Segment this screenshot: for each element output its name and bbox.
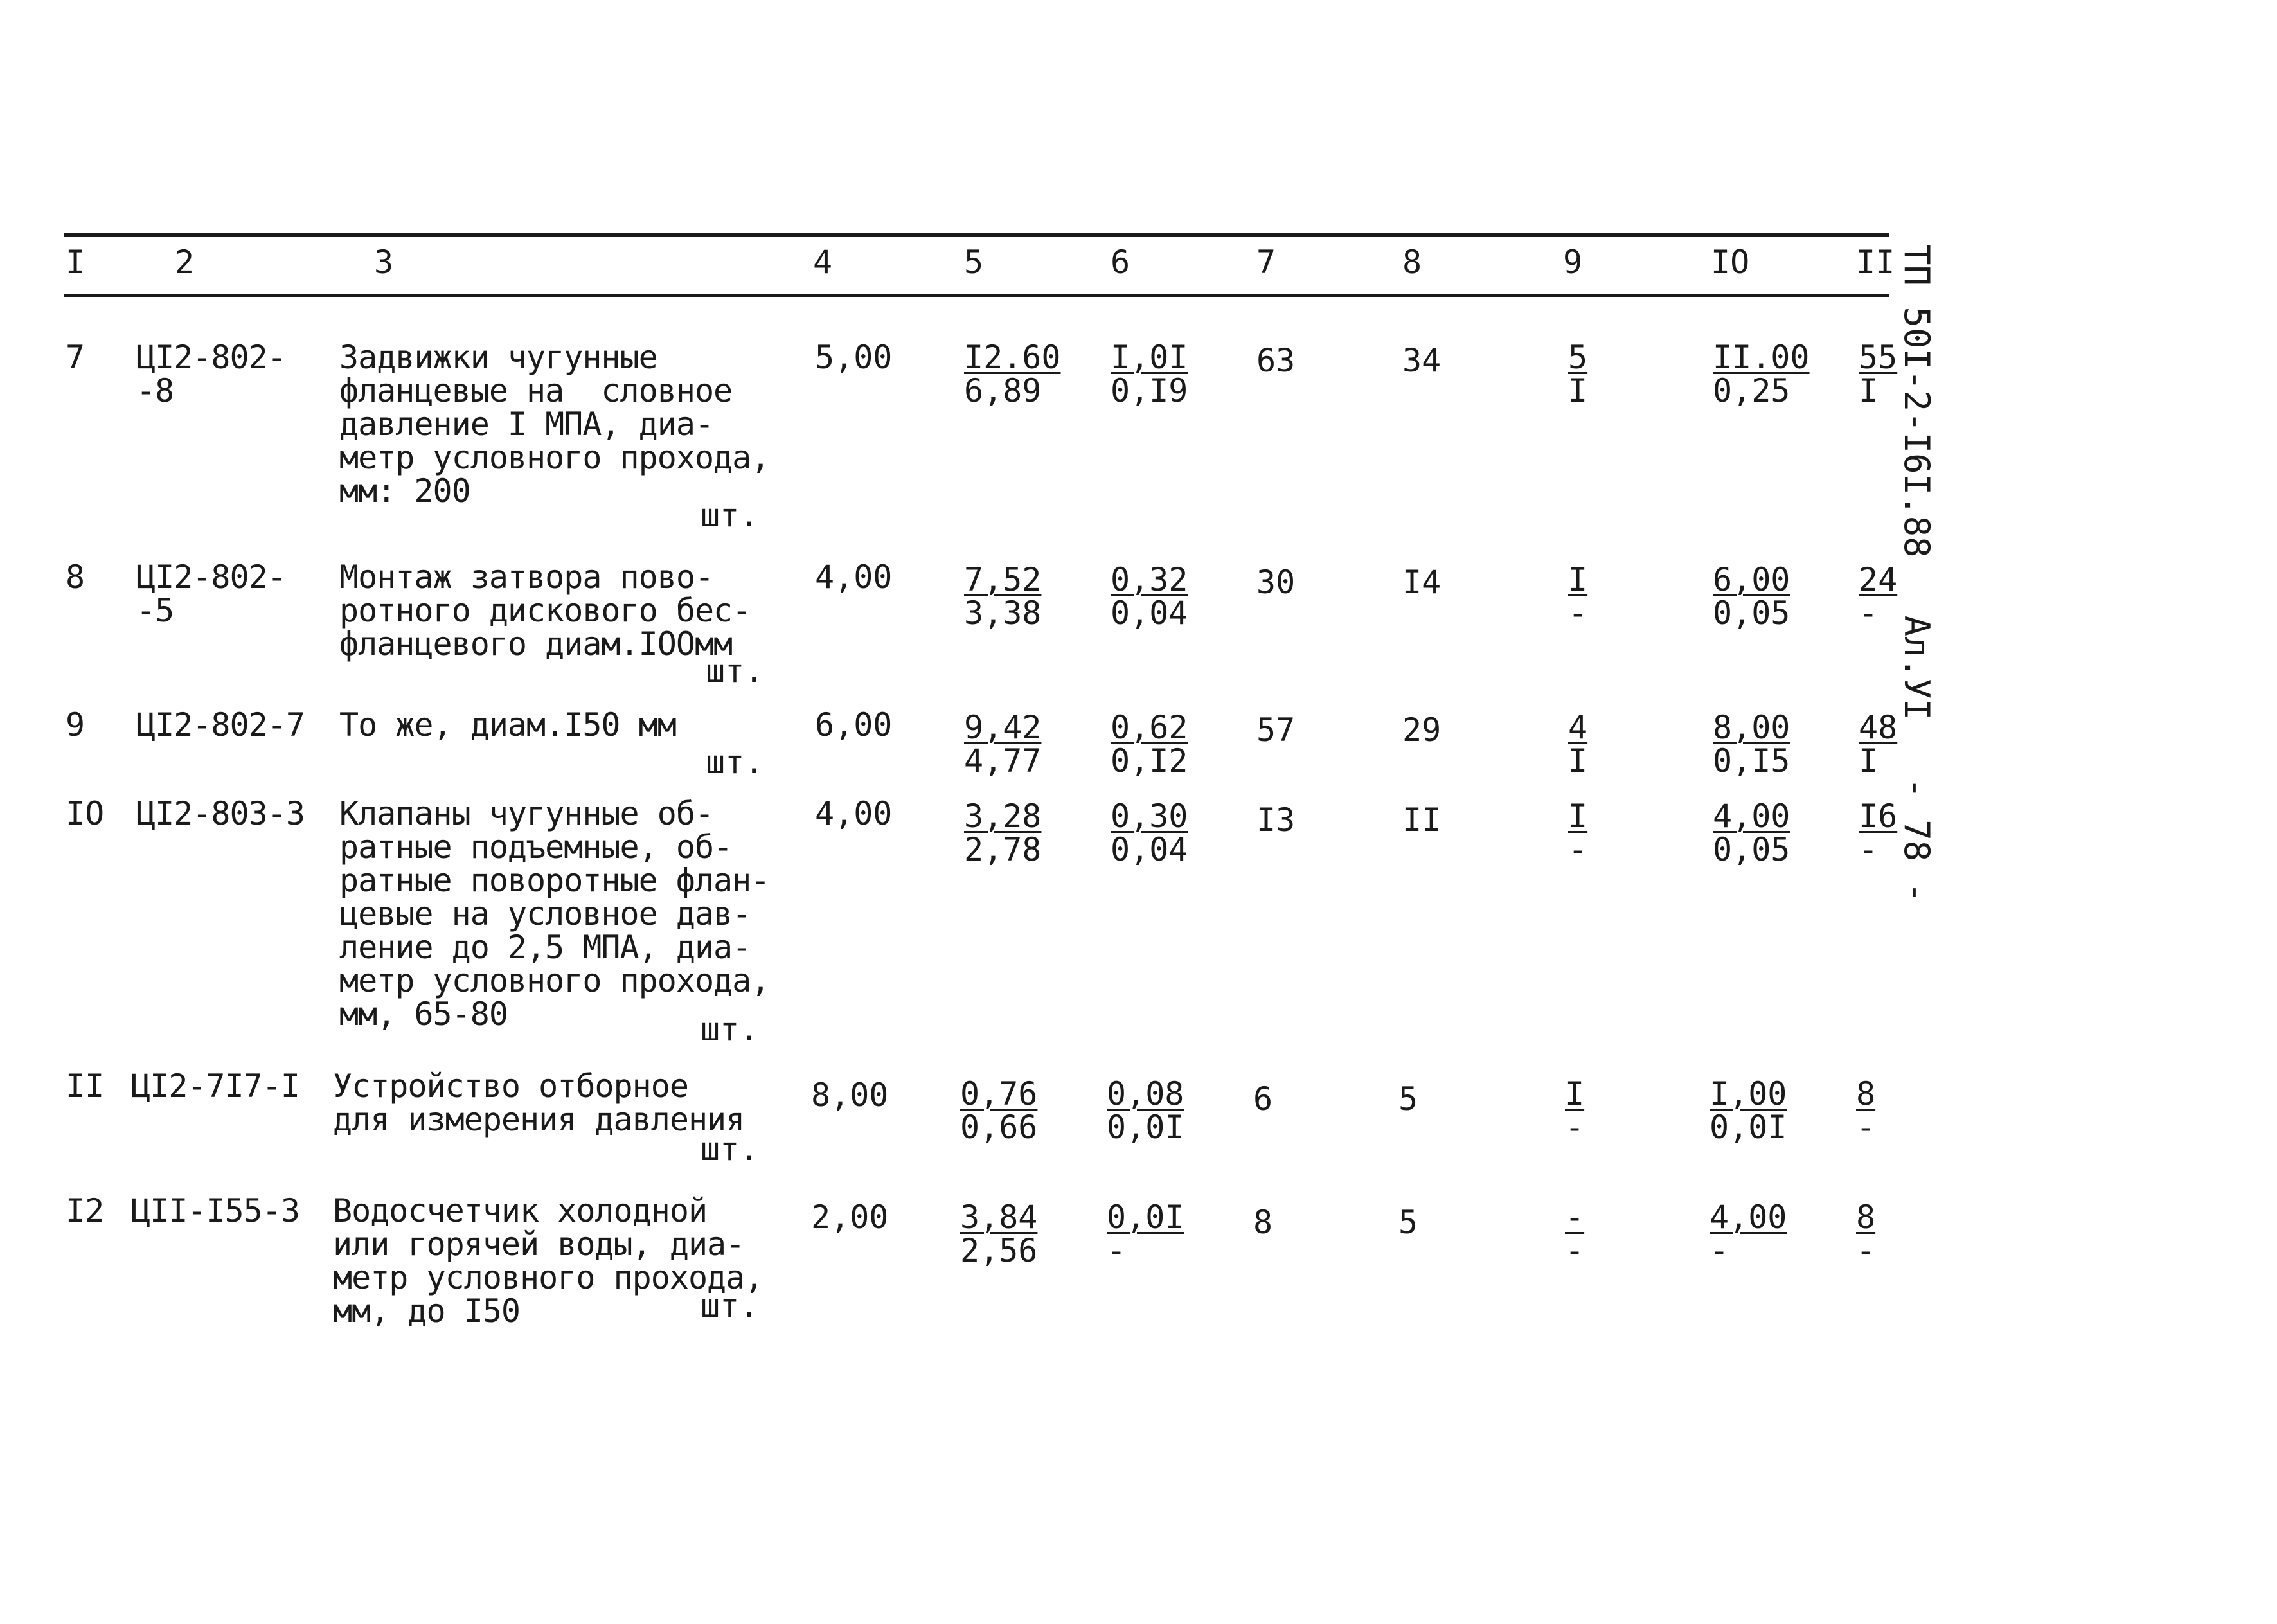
- row-number: I2: [66, 1192, 105, 1229]
- fraction-col9: [1568, 711, 1587, 778]
- value-col8: 29: [1402, 711, 1442, 749]
- fraction-col5: [960, 1077, 1037, 1144]
- fraction-bottom: -: [1107, 1232, 1127, 1269]
- fraction-bottom: 3,38: [964, 594, 1042, 632]
- row-number: 9: [66, 706, 85, 744]
- fraction-col5: [964, 341, 1061, 407]
- value-col7: 6: [1253, 1080, 1273, 1118]
- item-description: То же, диам.I50 мм: [339, 706, 676, 744]
- fraction-top: 0,32: [1111, 561, 1188, 598]
- fraction-col10: [1713, 563, 1790, 630]
- fraction-top: 48: [1859, 709, 1898, 746]
- fraction-col10: [1713, 711, 1790, 778]
- fraction-col9: [1565, 1077, 1584, 1144]
- fraction-bottom: -: [1710, 1232, 1729, 1269]
- col-header-4: 4: [813, 244, 833, 281]
- fraction-col5: [964, 799, 1041, 866]
- fraction-bottom: -: [1568, 831, 1588, 868]
- item-code: ЦI2-803-3: [136, 795, 305, 832]
- unit-label: шт.: [701, 497, 759, 534]
- fraction-col6: [1107, 1077, 1184, 1144]
- fraction-col10: [1710, 1077, 1787, 1144]
- item-code: ЦI2-7I7-I: [131, 1067, 299, 1105]
- fraction-bottom: 2,56: [960, 1232, 1038, 1269]
- fraction-top: I6: [1859, 798, 1898, 835]
- col-header-9: 9: [1563, 244, 1583, 281]
- col-header-2: 2: [175, 244, 195, 281]
- col-header-7: 7: [1256, 244, 1276, 281]
- item-code: ЦII-I55-3: [131, 1192, 299, 1229]
- item-description: Задвижки чугунные фланцевые на словное давление I МПА, диа- метр условного прохода, мм: 200: [339, 339, 770, 510]
- fraction-bottom: 0,0I: [1710, 1109, 1787, 1146]
- col-header-3: 3: [374, 244, 394, 281]
- col-header-1: I: [66, 244, 85, 281]
- fraction-bottom: 0,I2: [1111, 742, 1188, 780]
- fraction-top: 0,30: [1111, 798, 1188, 835]
- value-col7: 57: [1256, 711, 1296, 749]
- value-col8: I4: [1402, 564, 1442, 601]
- fraction-bottom: -: [1565, 1109, 1585, 1146]
- fraction-col6: [1111, 799, 1188, 866]
- fraction-bottom: -: [1859, 831, 1879, 868]
- quantity: 8,00: [811, 1076, 889, 1114]
- fraction-bottom: I: [1568, 372, 1588, 409]
- fraction-top: 0,62: [1111, 709, 1188, 746]
- fraction-col9: [1565, 1200, 1584, 1267]
- fraction-top: 6,00: [1713, 561, 1790, 598]
- fraction-col9: [1568, 563, 1587, 630]
- fraction-top: 3,84: [960, 1199, 1038, 1236]
- fraction-top: I: [1568, 561, 1588, 598]
- fraction-top: 8: [1856, 1075, 1876, 1112]
- fraction-top: 0,0I: [1107, 1199, 1184, 1236]
- fraction-col11: [1856, 1077, 1875, 1144]
- item-code: ЦI2-802- -8: [136, 339, 286, 409]
- fraction-bottom: 0,04: [1111, 594, 1188, 632]
- fraction-col10: [1710, 1200, 1787, 1267]
- fraction-col11: [1859, 711, 1897, 778]
- fraction-top: -: [1565, 1199, 1585, 1236]
- item-description: Клапаны чугунные об- ратные подъемные, об- ратные поворотные флан- цевые на условное дав- ление до 2,5 МПА, диа- метр условного прохода, мм, 65-80: [339, 795, 770, 1033]
- fraction-col6: [1111, 341, 1188, 407]
- item-description: Устройство отборное для измерения давления: [333, 1067, 745, 1138]
- fraction-top: 5: [1568, 339, 1588, 376]
- fraction-col11: [1856, 1200, 1875, 1267]
- fraction-bottom: 0,I5: [1713, 742, 1790, 780]
- quantity: 6,00: [815, 706, 893, 744]
- fraction-col5: [960, 1200, 1037, 1267]
- row-number: II: [66, 1067, 105, 1105]
- fraction-bottom: 0,0I: [1107, 1109, 1184, 1146]
- fraction-col6: [1111, 563, 1188, 630]
- fraction-col11: [1859, 799, 1897, 866]
- fraction-bottom: I: [1859, 742, 1879, 780]
- quantity: 4,00: [815, 558, 893, 596]
- fraction-col6: [1107, 1200, 1184, 1267]
- fraction-col10: [1713, 799, 1790, 866]
- fraction-top: II.00: [1713, 339, 1810, 376]
- unit-label: шт.: [706, 744, 764, 781]
- fraction-bottom: -: [1568, 594, 1588, 632]
- side-label: [1897, 244, 1937, 1208]
- fraction-top: 55: [1859, 339, 1898, 376]
- quantity: 2,00: [811, 1199, 889, 1236]
- fraction-top: 0,08: [1107, 1075, 1184, 1112]
- value-col8: 34: [1402, 342, 1442, 379]
- fraction-col10: [1713, 341, 1810, 407]
- fraction-col11: [1859, 563, 1897, 630]
- value-col7: 30: [1256, 564, 1296, 601]
- item-code: ЦI2-802- -5: [136, 558, 286, 629]
- fraction-col9: [1568, 799, 1587, 866]
- page-number: - 78 -: [1897, 778, 1937, 904]
- fraction-col9: [1568, 341, 1587, 407]
- col-header-6: 6: [1111, 244, 1130, 281]
- fraction-bottom: I: [1859, 372, 1879, 409]
- fraction-bottom: -: [1856, 1232, 1876, 1269]
- series-code: ТП 50I-2-I6I.88: [1897, 244, 1937, 558]
- fraction-top: 4,00: [1710, 1199, 1787, 1236]
- fraction-col5: [964, 711, 1041, 778]
- table-header-rule: [64, 294, 1889, 297]
- fraction-bottom: -: [1565, 1232, 1585, 1269]
- table-top-rule: [64, 233, 1889, 237]
- fraction-bottom: -: [1859, 594, 1879, 632]
- fraction-col5: [964, 563, 1041, 630]
- value-col8: 5: [1398, 1204, 1418, 1241]
- fraction-top: 8,00: [1713, 709, 1790, 746]
- row-number: 8: [66, 558, 85, 596]
- fraction-top: I,00: [1710, 1075, 1787, 1112]
- quantity: 5,00: [815, 339, 893, 376]
- fraction-top: I,0I: [1111, 339, 1188, 376]
- fraction-bottom: 2,78: [964, 831, 1042, 868]
- row-number: IO: [66, 795, 105, 832]
- fraction-bottom: 0,05: [1713, 594, 1790, 632]
- fraction-col6: [1111, 711, 1188, 778]
- value-col7: 63: [1256, 342, 1296, 379]
- value-col7: 8: [1253, 1204, 1273, 1241]
- row-number: 7: [66, 339, 85, 376]
- col-header-5: 5: [964, 244, 984, 281]
- col-header-11: II: [1856, 244, 1895, 281]
- unit-label: шт.: [706, 652, 764, 690]
- value-col7: I3: [1256, 801, 1296, 839]
- quantity: 4,00: [815, 795, 893, 832]
- fraction-top: 0,76: [960, 1075, 1038, 1112]
- item-description: Водосчетчик холодной или горячей воды, диа- метр условного прохода, мм, до I50: [333, 1192, 763, 1330]
- album-number: Ал.УI: [1897, 615, 1937, 720]
- fraction-top: 8: [1856, 1199, 1876, 1236]
- col-header-10: IO: [1711, 244, 1750, 281]
- fraction-top: 24: [1859, 561, 1898, 598]
- item-description: Монтаж затвора пово- ротного дискового бес- фланцевого диам.IOOмм: [339, 558, 751, 663]
- value-col8: II: [1402, 801, 1442, 839]
- unit-label: шт.: [701, 1287, 759, 1325]
- fraction-bottom: 0,25: [1713, 372, 1790, 409]
- fraction-top: 3,28: [964, 798, 1042, 835]
- fraction-col11: [1859, 341, 1897, 407]
- fraction-top: 9,42: [964, 709, 1042, 746]
- fraction-top: I: [1568, 798, 1588, 835]
- fraction-bottom: 0,05: [1713, 831, 1790, 868]
- fraction-top: 4,00: [1713, 798, 1790, 835]
- fraction-bottom: 4,77: [964, 742, 1042, 780]
- col-header-8: 8: [1402, 244, 1422, 281]
- fraction-top: I: [1565, 1075, 1585, 1112]
- fraction-top: 7,52: [964, 561, 1042, 598]
- fraction-bottom: 0,I9: [1111, 372, 1188, 409]
- value-col8: 5: [1398, 1080, 1418, 1118]
- unit-label: шт.: [701, 1130, 759, 1168]
- fraction-bottom: 6,89: [964, 372, 1042, 409]
- fraction-top: 4: [1568, 709, 1588, 746]
- fraction-bottom: -: [1856, 1109, 1876, 1146]
- item-code: ЦI2-802-7: [136, 706, 305, 744]
- fraction-bottom: I: [1568, 742, 1588, 780]
- fraction-bottom: 0,66: [960, 1109, 1038, 1146]
- fraction-bottom: 0,04: [1111, 831, 1188, 868]
- fraction-top: I2.60: [964, 339, 1061, 376]
- unit-label: шт.: [701, 1011, 759, 1048]
